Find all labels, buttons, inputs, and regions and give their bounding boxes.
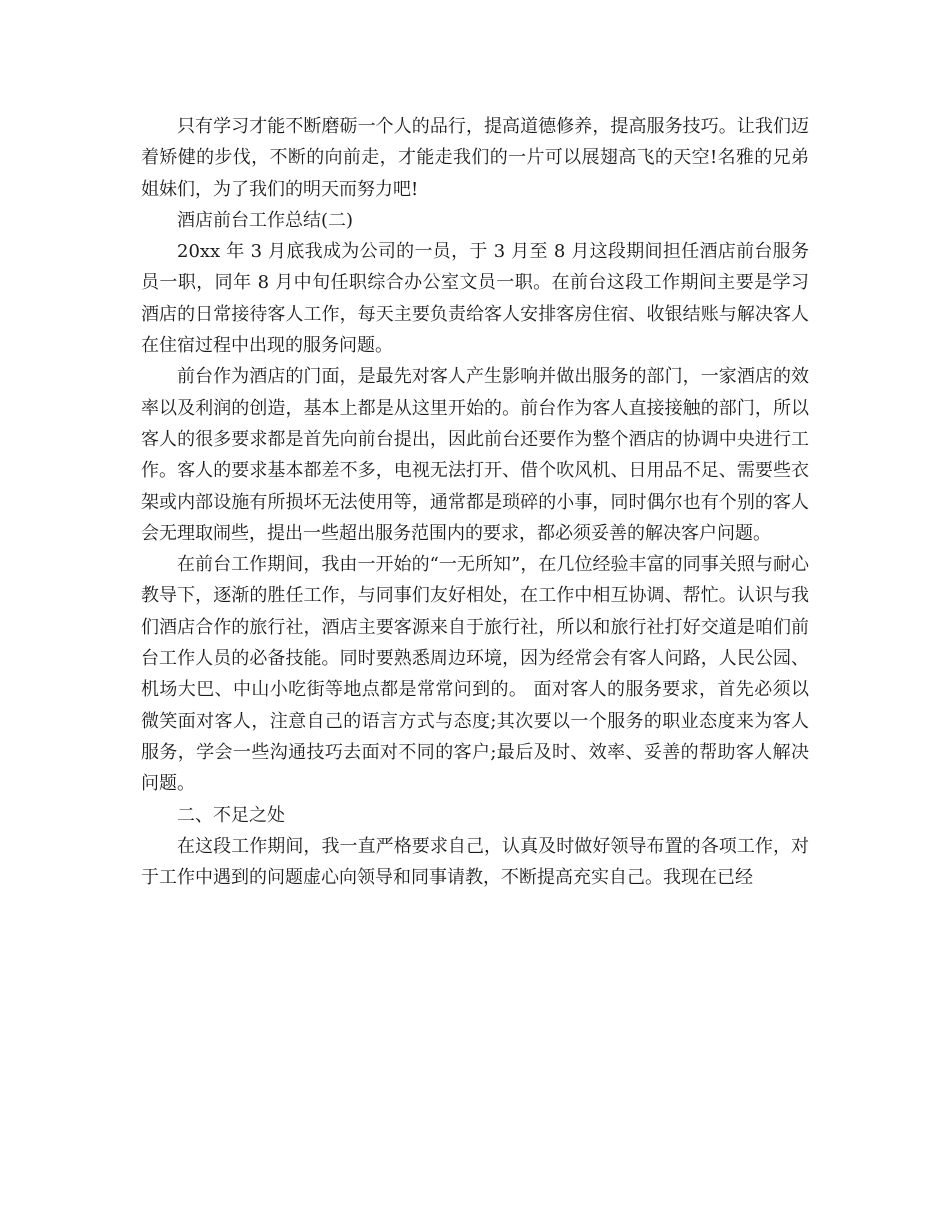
section-title: 酒店前台工作总结(二) (177, 209, 354, 231)
paragraph-front-desk-role: 前台作为酒店的门面，是最先对客人产生影响并做出服务的部门，一家酒店的效率以及利润的创造，基本上都是从这里开始的。前台作为客人直接接触的部门，所以客人的很多要求都是首先向前台提出，因此前台还要作为整个酒店的协调中央进行工作。客人的要求基本都差不多，电视无法打开、借个吹风机、日用品不足、需要些衣架或内部设施有所损坏无法使用等，通常都是琐碎的小事，同时偶尔也有个别的客人会无理取闹些，提出一些超出服务范围内的要求，都必须妥善的解决客户问题。 (141, 366, 809, 544)
paragraph-self-requirements: 在这段工作期间，我一直严格要求自己，认真及时做好领导布置的各项工作，对于工作中遇到的问题虚心向领导和同事请教，不断提高充实自己。我现在已经 (141, 835, 809, 889)
document-body (141, 111, 809, 893)
paragraph-work-experience: 在前台工作期间，我由一开始的“一无所知”，在几位经验丰富的同事关照与耐心教导下，逐渐的胜任工作，与同事们友好相处，在工作中相互协调、帮忙。认识与我们酒店合作的旅行社，酒店主要客源来自于旅行社，所以和旅行社打好交道是咱们前台工作人员的必备技能。同时要熟悉周边环境，因为经常会有客人问路，人民公园、机场大巴、中山小吃街等地点都是常常问到的。 面对客人的服务要求，首先必须以微笑面对客人，注意自己的语言方式与态度;其次要以一个服务的职业态度来为客人服务，学会一些沟通技巧去面对不同的客户;最后及时、效率、妥善的帮助客人解决问题。 (141, 554, 809, 795)
paragraph-closing-encouragement: 只有学习才能不断磨砺一个人的品行，提高道德修养，提高服务技巧。让我们迈着矫健的步伐，不断的向前走，才能走我们的一片可以展翅高飞的天空!名雅的兄弟姐妹们，为了我们的明天而努力吧! (141, 116, 809, 200)
subsection-heading-shortcomings: 二、不足之处 (177, 804, 285, 826)
paragraph-employment-intro: 20xx 年 3 月底我成为公司的一员，于 3 月至 8 月这段期间担任酒店前台服务员一职，同年 8 月中旬任职综合办公室文员一职。在前台这段工作期间主要是学习酒店的日常接待客人工作，每天主要负责给客人安排客房住宿、收银结账与解决客人在住宿过程中出现的服务问题。 (141, 241, 809, 357)
